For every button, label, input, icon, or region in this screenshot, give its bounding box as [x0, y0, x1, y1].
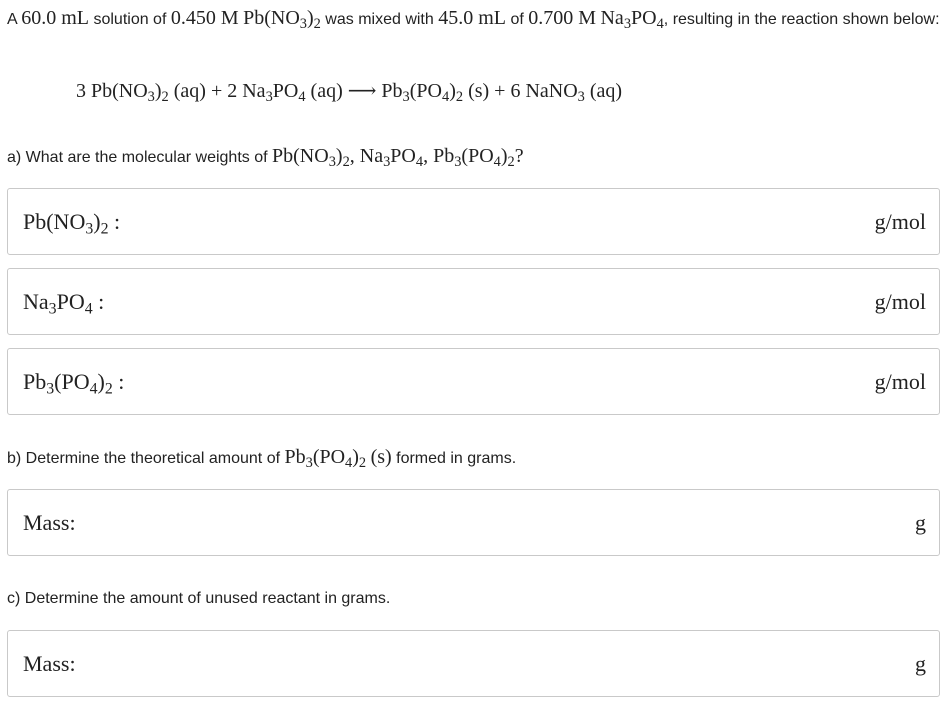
unit-label: g/mol	[874, 288, 926, 314]
formula-lead-nitrate: $Pb(NO_3)_2$	[272, 145, 350, 171]
answer-label-sodium-phosphate: $Na_3PO_4$ :	[23, 288, 105, 317]
mw-lead-phosphate-input[interactable]	[188, 357, 849, 406]
answer-label-lead-phosphate: $Pb_3(PO_4)_2$ :	[23, 368, 125, 397]
question-part-c: c) Determine the amount of unused reactant in grams.	[7, 590, 391, 607]
formula-lead-phosphate: $Pb_3(PO_4)_2$	[433, 145, 515, 171]
answer-box-mw-lead-nitrate[interactable]	[7, 188, 940, 255]
answer-box-mw-sodium-phosphate[interactable]	[7, 268, 940, 335]
concentration-2: 0.700 M	[528, 7, 597, 29]
formula-sodium-phosphate: $Na_3PO_4$	[242, 80, 306, 106]
answer-label-mass: Mass:	[23, 650, 76, 676]
answer-box-theoretical-mass[interactable]	[7, 489, 940, 556]
unit-label: g	[915, 650, 926, 676]
concentration-1: 0.450 M	[170, 7, 239, 29]
unused-mass-input[interactable]	[188, 639, 849, 688]
problem-statement: A 60.0 mL solution of 0.450 M $Pb(NO_3)_2$ was mixed with 45.0 mL of 0.700 M $Na_3PO_4$, resulting in the reaction shown below:	[7, 7, 940, 33]
unit-label: g	[915, 509, 926, 535]
volume-1: 60.0 mL	[21, 7, 90, 29]
mw-lead-nitrate-input[interactable]	[188, 197, 849, 246]
formula-lead-nitrate: $Pb(NO_3)_2$	[91, 80, 169, 106]
theoretical-mass-input[interactable]	[188, 498, 849, 547]
unit-label: g/mol	[874, 368, 926, 394]
question-part-b: b) Determine the theoretical amount of $Pb_3(PO_4)_2$ (s) formed in grams.	[7, 446, 517, 472]
formula-sodium-nitrate: NaNO$_3$	[525, 80, 585, 106]
answer-label-mass: Mass:	[23, 509, 76, 535]
formula-lead-phosphate: $Pb_3(PO_4)_2$	[381, 80, 464, 106]
formula-lead-phosphate: $Pb_3(PO_4)_2$	[284, 446, 367, 472]
reaction-equation: 3 $Pb(NO_3)_2$ (aq) + 2 $Na_3PO_4$ (aq) ⟶ $Pb_3(PO_4)_2$ (s) + 6 NaNO$_3$ (aq)	[76, 80, 623, 106]
volume-2: 45.0 mL	[438, 7, 506, 29]
question-part-a: a) What are the molecular weights of $Pb(NO_3)_2$, $Na_3PO_4$, $Pb_3(PO_4)_2$?	[7, 145, 524, 171]
formula-lead-nitrate: $Pb(NO_3)_2$	[243, 7, 321, 33]
formula-sodium-phosphate: $Na_3PO_4$	[600, 7, 664, 33]
mw-sodium-phosphate-input[interactable]	[188, 277, 849, 326]
answer-box-mw-lead-phosphate[interactable]	[7, 348, 940, 415]
reaction-arrow: ⟶	[347, 80, 377, 102]
unit-label: g/mol	[874, 208, 926, 234]
formula-sodium-phosphate: $Na_3PO_4$	[359, 145, 424, 171]
answer-label-lead-nitrate: $Pb(NO_3)_2$ :	[23, 208, 121, 237]
answer-box-unused-mass[interactable]	[7, 630, 940, 697]
